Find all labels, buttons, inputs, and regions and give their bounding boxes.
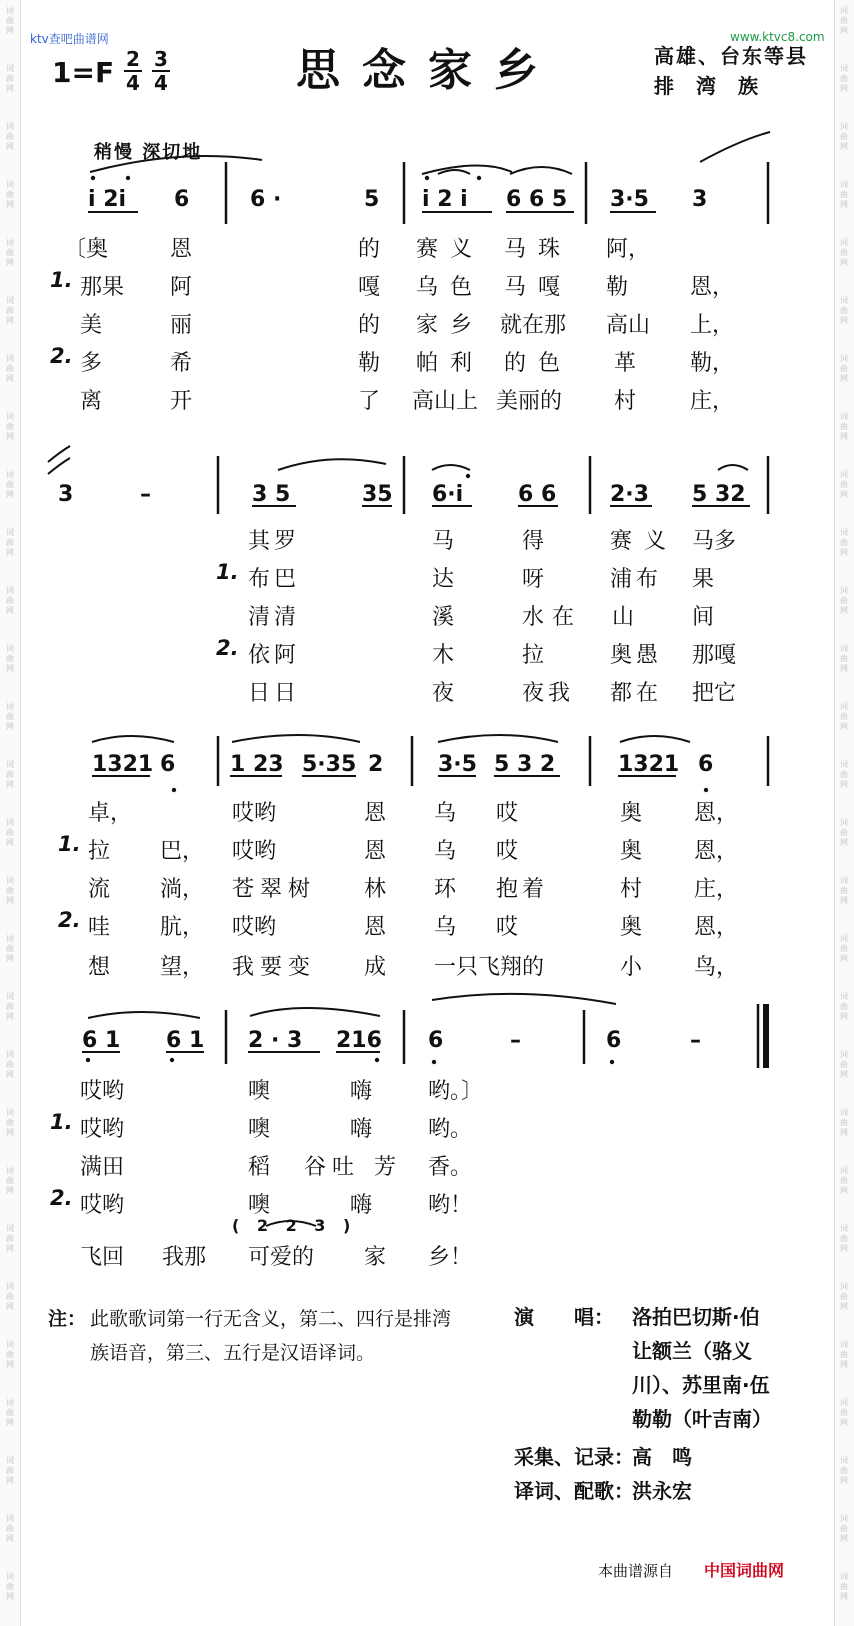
watermark-text: 词 曲 网 — [6, 470, 14, 499]
verse-number: 1. — [216, 560, 239, 584]
lyric: 拉 — [88, 839, 111, 864]
watermark-text: 词 曲 网 — [840, 238, 848, 267]
lyric: 那果 — [80, 275, 125, 300]
lyric: 哟！ — [428, 1193, 473, 1218]
lyric: 恩 — [170, 237, 193, 262]
octave-dot — [126, 176, 130, 180]
watermark-text: 词 曲 网 — [6, 1166, 14, 1195]
note-group: 5 32 — [692, 482, 746, 507]
time-signature-2 — [152, 48, 170, 94]
lyric: 哎哟 — [232, 839, 277, 864]
verse-number: 1. — [58, 832, 81, 856]
watermark-text: 词 曲 网 — [840, 412, 848, 441]
octave-dot — [610, 1060, 614, 1064]
singer-line: 川）、苏里南·伍 — [632, 1373, 770, 1397]
watermark-text: 词 曲 网 — [6, 818, 14, 847]
source-site-link[interactable]: 中国词曲网 — [704, 1561, 785, 1580]
translate-label: 译词、配歌： — [514, 1479, 634, 1503]
lyric: 抱着 — [496, 877, 549, 902]
lyric: 恩 — [364, 915, 387, 940]
watermark-text: 词 曲 网 — [6, 6, 14, 35]
note-group: 2 · 3 — [248, 1028, 303, 1053]
lyric: 香。 — [428, 1155, 473, 1180]
site-watermark-left: ktv查吧曲谱网 — [30, 32, 109, 46]
time-sig-2-numerator: 3 — [154, 47, 168, 71]
verse-number: 2. — [50, 344, 73, 368]
lyric: 勒 — [358, 351, 381, 376]
watermark-text: 词 曲 网 — [840, 992, 848, 1021]
lyric: 林 — [364, 877, 387, 902]
lyric: 哎哟 — [80, 1079, 125, 1104]
note-group: 3 5 — [252, 482, 291, 507]
lyric: 布巴 — [248, 567, 301, 592]
watermark-text: 词 曲 网 — [6, 992, 14, 1021]
watermark-text: 词 曲 网 — [840, 1572, 848, 1601]
lyric: 哟。 — [428, 1117, 473, 1142]
lyric: 嗨 — [350, 1193, 373, 1218]
watermark-text: 词 曲 网 — [840, 528, 848, 557]
watermark-text: 词 曲 网 — [6, 1050, 14, 1079]
lyric: 高山 — [606, 313, 651, 338]
note-group: 6 — [174, 187, 190, 212]
note-group: 35 — [362, 482, 393, 507]
watermark-text: 词 曲 网 — [6, 296, 14, 325]
note-group: 6 6 5 — [506, 187, 568, 212]
lyric: 〔奥 — [64, 237, 109, 262]
watermark-text: 词 曲 网 — [840, 1166, 848, 1195]
lyric: 乡！ — [428, 1245, 473, 1270]
lyric: 勒 — [606, 275, 629, 300]
watermark-text: 词 曲 网 — [6, 180, 14, 209]
watermark-text: 词 曲 网 — [840, 644, 848, 673]
lyric: 多 — [80, 351, 103, 376]
note-group: – — [140, 482, 151, 507]
watermark-text: 词 曲 网 — [840, 122, 848, 151]
lyric: 嗨 — [350, 1117, 373, 1142]
note-group: 2·3 — [610, 482, 649, 507]
note-group: 3·5 — [610, 187, 649, 212]
watermark-text: 词 曲 网 — [840, 354, 848, 383]
note-group: i 2i — [88, 187, 127, 212]
verse-number: 2. — [216, 636, 239, 660]
lyric: 那嘎 — [692, 643, 737, 668]
watermark-text: 词 曲 网 — [840, 934, 848, 963]
watermark-text: 词 曲 网 — [6, 1398, 14, 1427]
octave-dot — [91, 176, 95, 180]
lyric: 家 — [364, 1245, 387, 1270]
lyric: 了 — [358, 389, 381, 414]
watermark-text: 词 曲 网 — [840, 64, 848, 93]
verse-number: 2. — [50, 1186, 73, 1210]
watermark-text: 词 曲 网 — [840, 1514, 848, 1543]
note-group: – — [690, 1028, 701, 1053]
slur — [718, 465, 748, 470]
note-group: 6 — [698, 752, 714, 777]
lyric: 噢 — [248, 1193, 271, 1218]
lyric: 哎 — [496, 839, 519, 864]
lyric: 其罗 — [248, 529, 301, 554]
lyric: 噢 — [248, 1079, 271, 1104]
lyric: 达 — [432, 567, 455, 592]
watermark-text: 词 曲 网 — [840, 876, 848, 905]
watermark-text: 词 曲 网 — [6, 644, 14, 673]
note-group: – — [510, 1028, 521, 1053]
lyric: 稻 — [248, 1155, 271, 1180]
lyric: 木 — [432, 643, 455, 668]
lyric: 开 — [170, 389, 193, 414]
lyric: 卓， — [88, 801, 133, 826]
lyric: 呀 — [522, 567, 545, 592]
lyric: 就在那 — [500, 313, 567, 338]
note-group: 6 1 — [82, 1028, 121, 1053]
lyric: 恩， — [694, 839, 739, 864]
watermark-text: 词 曲 网 — [6, 702, 14, 731]
octave-dot — [86, 1058, 90, 1062]
lyric: 成 — [364, 955, 387, 980]
footnote-line: 此歌歌词第一行无含义，第二、四行是排湾 — [90, 1308, 452, 1330]
lyric: 环 — [434, 877, 457, 902]
watermark-text: 词 曲 网 — [840, 1108, 848, 1137]
lyric: 满田 — [80, 1155, 125, 1180]
lyric: 哎哟 — [232, 915, 277, 940]
watermark-text: 词 曲 网 — [6, 412, 14, 441]
lyric: 丽 — [170, 313, 193, 338]
note-group: 6 1 — [166, 1028, 205, 1053]
lyric: 水在 — [522, 605, 583, 630]
watermark-text: 词 曲 网 — [6, 1456, 14, 1485]
lyric: 马珠 — [504, 237, 573, 262]
watermark-text: 词 曲 网 — [6, 1572, 14, 1601]
lyric: 乌 — [434, 801, 457, 826]
lyric: 哎哟 — [232, 801, 277, 826]
verse-number: 1. — [50, 268, 73, 292]
note-group: 6·i — [432, 482, 464, 507]
singer-line: 让额兰（骆义 — [632, 1339, 752, 1363]
lyric: 溪 — [432, 605, 455, 630]
slur — [92, 736, 174, 742]
octave-dot — [466, 474, 470, 478]
lyric: 的色 — [504, 351, 573, 376]
collect-value: 高 鸣 — [632, 1445, 692, 1469]
lyric: 赛义 — [610, 529, 679, 554]
lyric: 马 — [432, 529, 455, 554]
octave-dot — [432, 1060, 436, 1064]
lyric: 噢 — [248, 1117, 271, 1142]
watermark-text: 词 曲 网 — [840, 1224, 848, 1253]
note-group: 1321 — [618, 752, 680, 777]
lyric: 把它 — [692, 681, 737, 706]
lyric: 恩， — [694, 801, 739, 826]
watermark-text: 词 曲 网 — [6, 1282, 14, 1311]
lyric: 鸟， — [694, 955, 739, 980]
key-signature: 1=F — [52, 56, 115, 89]
watermark-text: 词 曲 网 — [6, 238, 14, 267]
lyric: 浦布 — [610, 567, 663, 592]
lyric: 勒， — [690, 351, 735, 376]
lyric: 得 — [522, 529, 545, 554]
people-label: 排湾族 — [654, 74, 780, 98]
slur — [48, 458, 70, 474]
lyric: 想 — [88, 955, 111, 980]
slur — [432, 465, 470, 470]
collect-label: 采集、记录： — [514, 1445, 634, 1469]
watermark-text: 词 曲 网 — [6, 528, 14, 557]
tempo-marking: 稍慢 深切地 — [94, 142, 203, 163]
lyric: 家乡 — [416, 313, 485, 338]
watermark-text: 词 曲 网 — [840, 760, 848, 789]
octave-dot — [170, 1058, 174, 1062]
lyric: 淌， — [160, 877, 205, 902]
lyric: 果 — [692, 567, 715, 592]
lyric: 都在 — [610, 681, 663, 706]
lyric: 恩， — [690, 275, 735, 300]
lyric: 帕利 — [416, 351, 485, 376]
left-watermark-column — [0, 0, 20, 1626]
lyric: 奥 — [620, 801, 643, 826]
lyric: 美丽的 — [496, 389, 563, 414]
footnote-label: 注： — [48, 1308, 87, 1330]
watermark-text: 词 曲 网 — [6, 122, 14, 151]
lyric: 哎哟 — [80, 1117, 125, 1142]
lyric: 依阿 — [248, 643, 301, 668]
footnote-line: 族语音，第三、五行是汉语译词。 — [90, 1342, 376, 1364]
song-title: 思念家乡 — [296, 45, 560, 96]
lyric: 一只飞翔的 — [434, 955, 545, 980]
watermark-text: 词 曲 网 — [6, 876, 14, 905]
lyric: 谷吐 — [304, 1155, 361, 1180]
slur — [48, 446, 70, 462]
lyric: 哎哟 — [80, 1193, 125, 1218]
lyric: 的 — [358, 313, 381, 338]
watermark-text: 词 曲 网 — [840, 586, 848, 615]
barlines — [218, 162, 768, 1068]
note-group: 3 — [692, 187, 708, 212]
slur — [438, 170, 470, 174]
slur — [700, 132, 770, 162]
lyric: 飞回 — [80, 1245, 125, 1270]
lyric: 嗨 — [350, 1079, 373, 1104]
watermark-text: 词 曲 网 — [6, 760, 14, 789]
note-group: 3 — [58, 482, 74, 507]
translate-value: 洪永宏 — [632, 1479, 692, 1503]
lyric: 赛义 — [416, 237, 485, 262]
time-sig-2-denominator: 4 — [152, 70, 170, 94]
watermark-text: 词 曲 网 — [6, 586, 14, 615]
watermark-text: 词 曲 网 — [6, 934, 14, 963]
lyric: 夜 — [432, 681, 455, 706]
lyric: 我要变 — [232, 955, 317, 980]
lyric: 嘎 — [358, 275, 381, 300]
lyric: 日日 — [248, 681, 301, 706]
verse-number: 1. — [50, 1110, 73, 1134]
right-watermark-column — [834, 0, 854, 1626]
lyric: 高山上 — [412, 389, 479, 414]
slur — [88, 1012, 200, 1018]
watermark-text: 词 曲 网 — [6, 1224, 14, 1253]
slur — [278, 459, 386, 470]
note-group: 5·35 — [302, 752, 357, 777]
time-sig-1-numerator: 2 — [126, 47, 140, 71]
region-label: 高雄、台东等县 — [654, 44, 808, 68]
lyric: 乌色 — [416, 275, 485, 300]
lyric: 马嘎 — [504, 275, 573, 300]
octave-dot — [704, 788, 708, 792]
singer-line: 勒勒（叶吉南） — [632, 1407, 772, 1431]
lyric: 哟。〕 — [428, 1079, 484, 1104]
lyric: 庄， — [690, 389, 735, 414]
note-group: 3·5 — [438, 752, 477, 777]
singer-line: 洛拍巴切斯·伯 — [632, 1305, 760, 1329]
watermark-text: 词 曲 网 — [6, 1514, 14, 1543]
lyric: 山 — [612, 605, 635, 630]
lyric: 可爱的 — [248, 1245, 315, 1270]
watermark-text: 词 曲 网 — [840, 470, 848, 499]
verse-number: 2. — [58, 908, 81, 932]
lyric: 清清 — [248, 605, 301, 630]
octave-dot — [375, 1058, 379, 1062]
note-group: 6 6 — [518, 482, 557, 507]
watermark-text: 词 曲 网 — [840, 702, 848, 731]
lyric: 阿， — [606, 237, 651, 262]
lyric: 恩， — [694, 915, 739, 940]
octave-dot — [425, 176, 429, 180]
note-group: 2 — [368, 752, 384, 777]
site-watermark-right: www.ktvc8.com — [730, 30, 825, 44]
lyric: 夜我 — [522, 681, 575, 706]
lyric: 乌 — [434, 839, 457, 864]
note-group: 6 — [606, 1028, 622, 1053]
source-text: 本曲谱源自 — [598, 1562, 674, 1580]
note-group: 6 · — [250, 187, 282, 212]
singer-label: 演 唱： — [514, 1305, 614, 1329]
lyric: 恩 — [364, 839, 387, 864]
slur — [438, 735, 558, 742]
lyric: 苍翠树 — [232, 877, 317, 902]
lyric: 哇 — [88, 915, 111, 940]
lyric: 拉 — [522, 643, 545, 668]
lyric: 庄， — [694, 877, 739, 902]
octave-dot — [172, 788, 176, 792]
lyric: 恩 — [364, 801, 387, 826]
watermark-text: 词 曲 网 — [840, 1282, 848, 1311]
watermark-text: 词 曲 网 — [840, 296, 848, 325]
lyric: 上， — [690, 313, 735, 338]
lyric: 间 — [692, 605, 715, 630]
slur — [510, 167, 572, 174]
watermark-text: 词 曲 网 — [840, 6, 848, 35]
time-signature-1 — [124, 48, 142, 94]
lyric: 奥愚 — [610, 643, 663, 668]
note-group: 5 — [364, 187, 380, 212]
lyric: 阿 — [170, 275, 193, 300]
lyric: 奥 — [620, 839, 643, 864]
variant-notes: ( 2 2 3 ) — [232, 1216, 357, 1235]
lyric: 马多 — [692, 529, 737, 554]
lyric: 望， — [160, 955, 205, 980]
lyric: 小 — [620, 955, 643, 980]
watermark-text: 词 曲 网 — [6, 1340, 14, 1369]
lyric: 肮， — [160, 915, 205, 940]
watermark-text: 词 曲 网 — [6, 354, 14, 383]
watermark-text: 词 曲 网 — [840, 1398, 848, 1427]
note-group: 216 — [336, 1028, 382, 1053]
lyric: 村 — [614, 389, 637, 414]
watermark-text: 词 曲 网 — [840, 180, 848, 209]
lyric: 奥 — [620, 915, 643, 940]
slur — [250, 1008, 380, 1016]
watermark-text: 词 曲 网 — [840, 1456, 848, 1485]
lyric: 革 — [614, 351, 637, 376]
lyric: 流 — [88, 877, 111, 902]
note-group: 1321 — [92, 752, 154, 777]
watermark-text: 词 曲 网 — [6, 64, 14, 93]
lyric: 的 — [358, 237, 381, 262]
watermark-text: 词 曲 网 — [840, 1340, 848, 1369]
lyric: 美 — [80, 313, 103, 338]
octave-dot — [477, 176, 481, 180]
lyric: 芳 — [374, 1155, 397, 1180]
watermark-text: 词 曲 网 — [840, 1050, 848, 1079]
lyric: 巴， — [160, 839, 205, 864]
lyric: 哎 — [496, 915, 519, 940]
slur — [620, 736, 690, 742]
note-group: i 2 i — [422, 187, 468, 212]
lyric: 我那 — [162, 1245, 207, 1270]
note-group: 5 3 2 — [494, 752, 556, 777]
slur — [432, 994, 616, 1004]
note-group: 6 — [160, 752, 176, 777]
lyric: 离 — [80, 389, 103, 414]
lyric: 哎 — [496, 801, 519, 826]
note-group: 6 — [428, 1028, 444, 1053]
lyric: 村 — [620, 877, 643, 902]
lyric: 希 — [170, 351, 193, 376]
watermark-text: 词 曲 网 — [6, 1108, 14, 1137]
slur — [232, 735, 360, 742]
time-sig-1-denominator: 4 — [124, 70, 142, 94]
slur — [422, 165, 512, 174]
watermark-text: 词 曲 网 — [840, 818, 848, 847]
note-group: 1 23 — [230, 752, 284, 777]
lyric: 乌 — [434, 915, 457, 940]
